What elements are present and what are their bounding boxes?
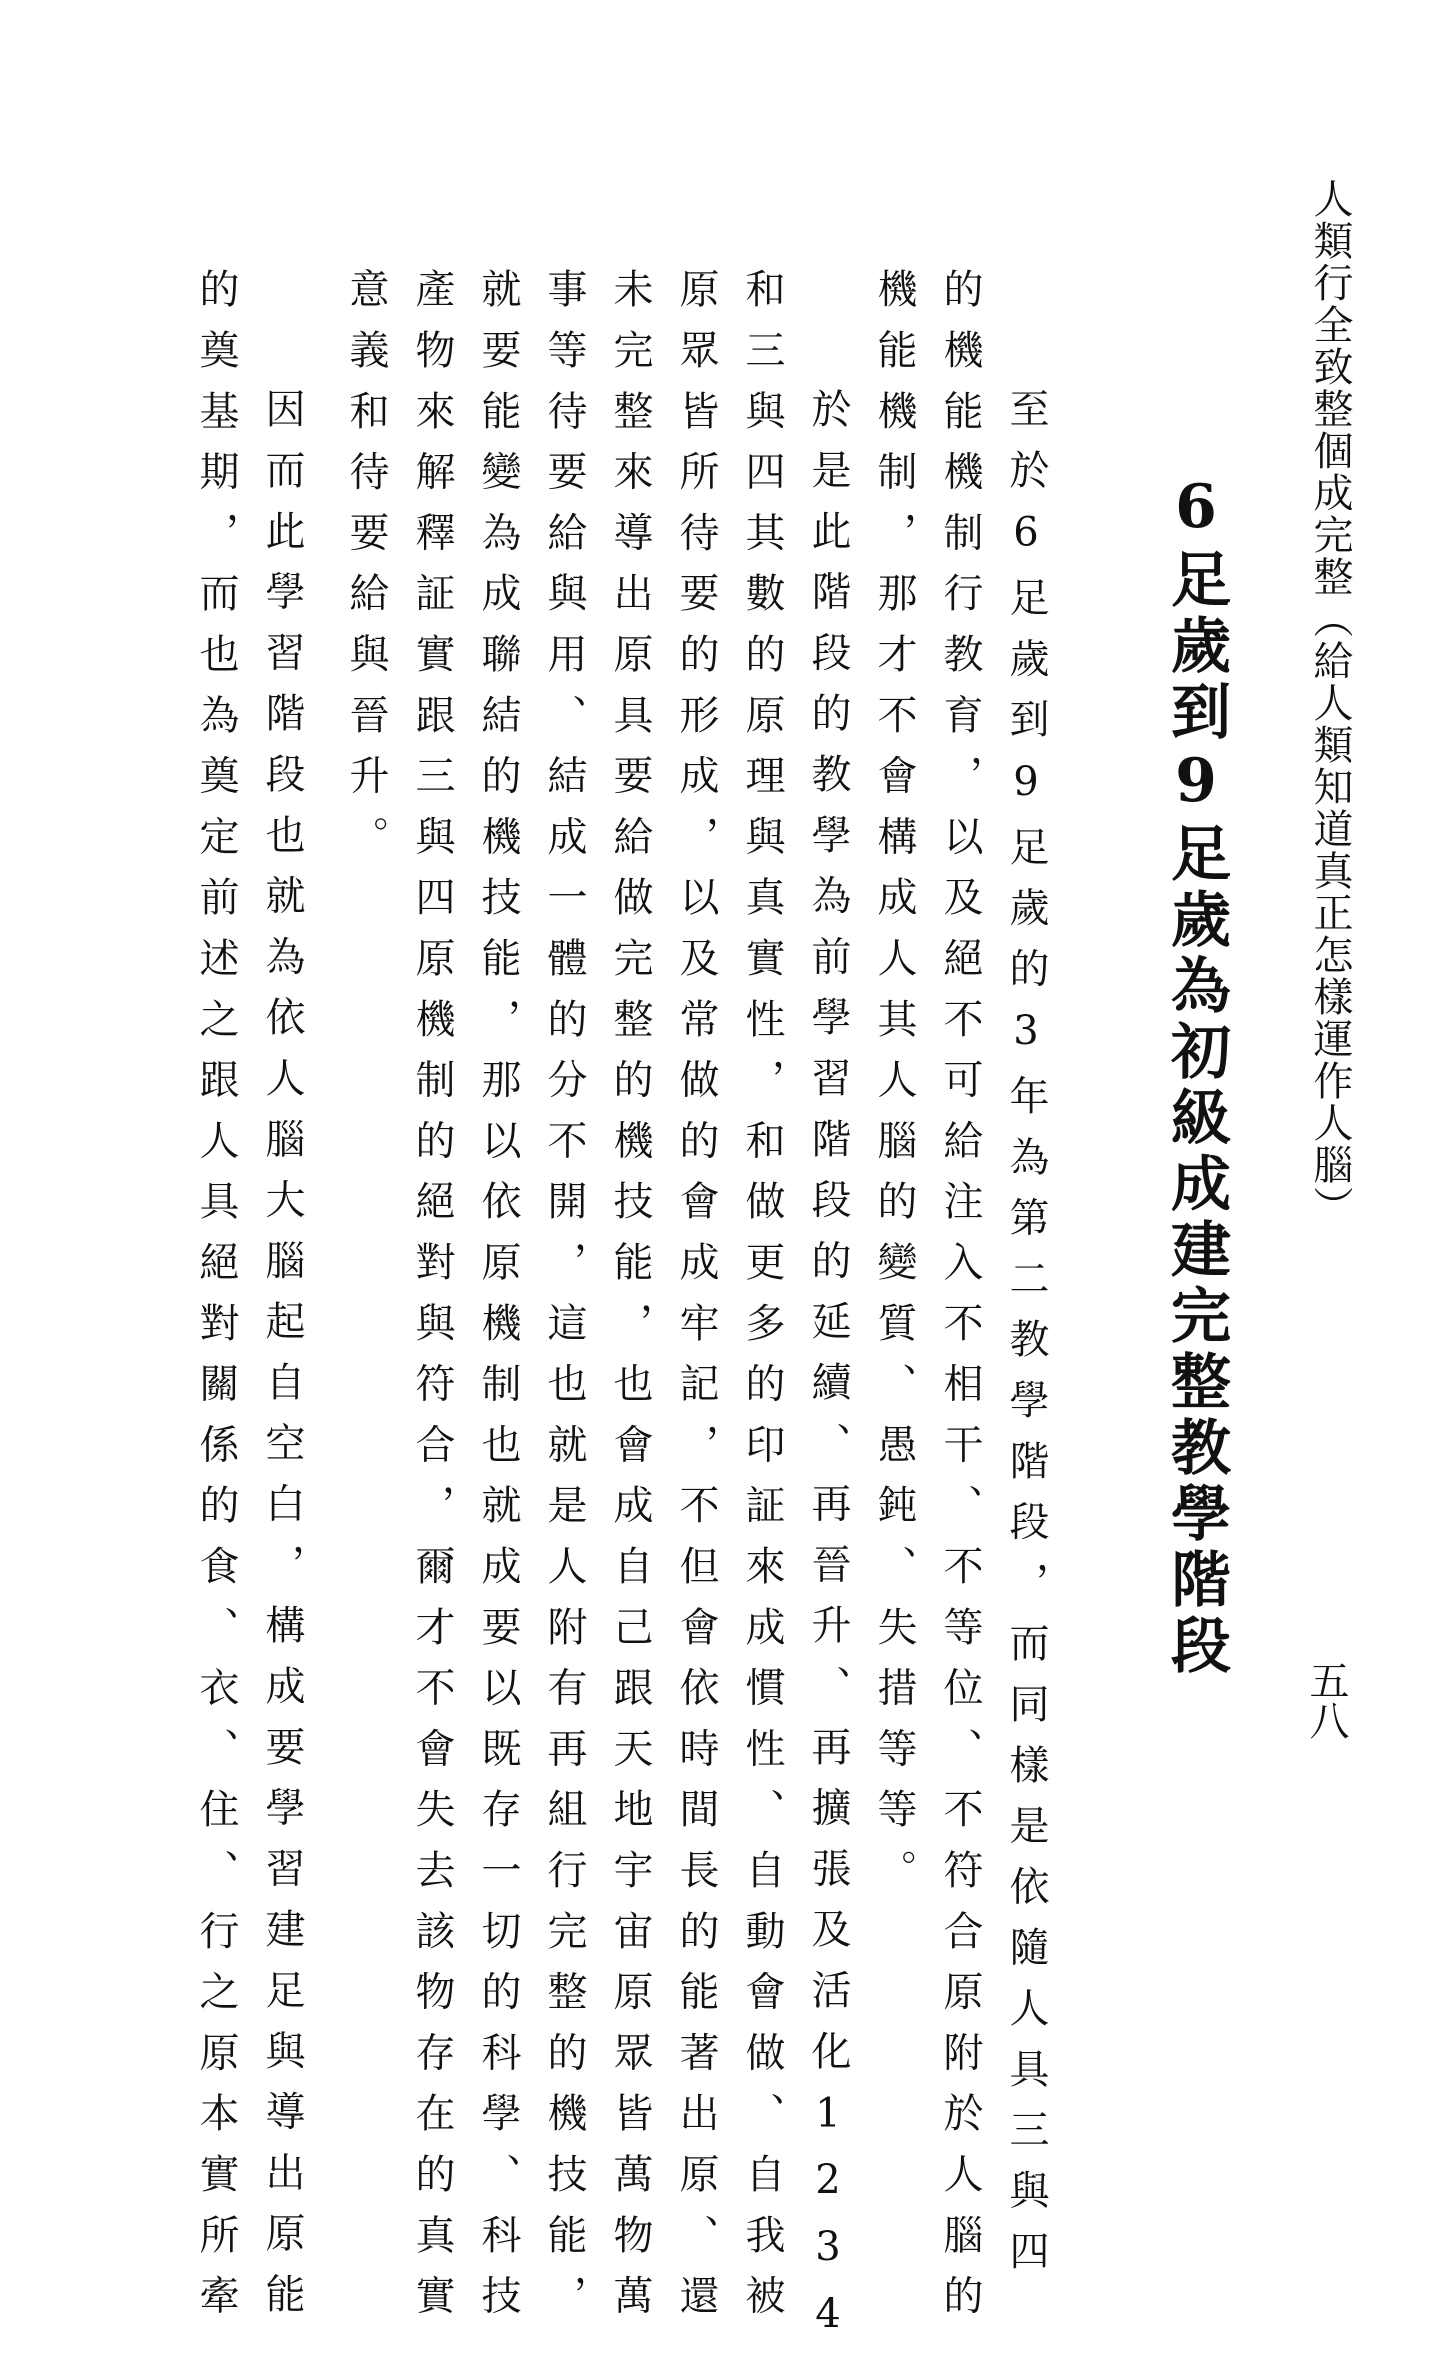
body-line: 機能機制，那才不會構成人其人腦的變質、愚鈍、失措等等。 — [871, 268, 917, 1910]
running-header: 人類行全致整個成完整（給人類知道真正怎樣運作人腦） — [1307, 178, 1353, 1228]
body-line: 意義和待要給與晉升。 — [343, 268, 389, 876]
page-number: 五八 — [1303, 1660, 1349, 1740]
body-line: 的機能機制行教育，以及絕不可給注入不相干、不等位、不符合原附於人腦的 — [937, 268, 983, 2336]
body-line: 事等待要給與用、結成一體的分不開，這也就是人附有再組行完整的機技能， — [541, 268, 587, 2336]
body-line: 未完整來導出原具要給做完整的機技能，也會成自己跟天地宇宙原眾皆萬物萬 — [607, 268, 653, 2336]
chapter-title: 6足歲到9足歲為初級成建完整教學階段 — [1161, 472, 1231, 1680]
body-line: 原眾皆所待要的形成，以及常做的會成牢記，不但會依時間長的能著出原、還 — [673, 268, 719, 2336]
body-line: 因而此學習階段也就為依人腦大腦起自空白，構成要學習建足與導出原能 — [259, 388, 305, 2334]
body-line: 至於6足歲到9足歲的3年為第二教學階段，而同樣是依隨人具三與四 — [1003, 388, 1049, 2291]
body-line: 就要能變為成聯結的機技能，那以依原機制也就成要以既存一切的科學、科技 — [475, 268, 521, 2336]
body-line: 產物來解釋証實跟三與四原機制的絕對與符合，爾才不會失去該物存在的真實 — [409, 268, 455, 2336]
body-line: 於是此階段的教學為前學習階段的延續、再晉升、再擴張及活化1234 — [805, 388, 851, 2358]
body-line: 和三與四其數的原理與真實性，和做更多的印証來成慣性、自動會做、自我被 — [739, 268, 785, 2336]
body-line: 的奠基期，而也為奠定前述之跟人具絕對關係的食、衣、住、行之原本實所牽 — [193, 268, 239, 2336]
